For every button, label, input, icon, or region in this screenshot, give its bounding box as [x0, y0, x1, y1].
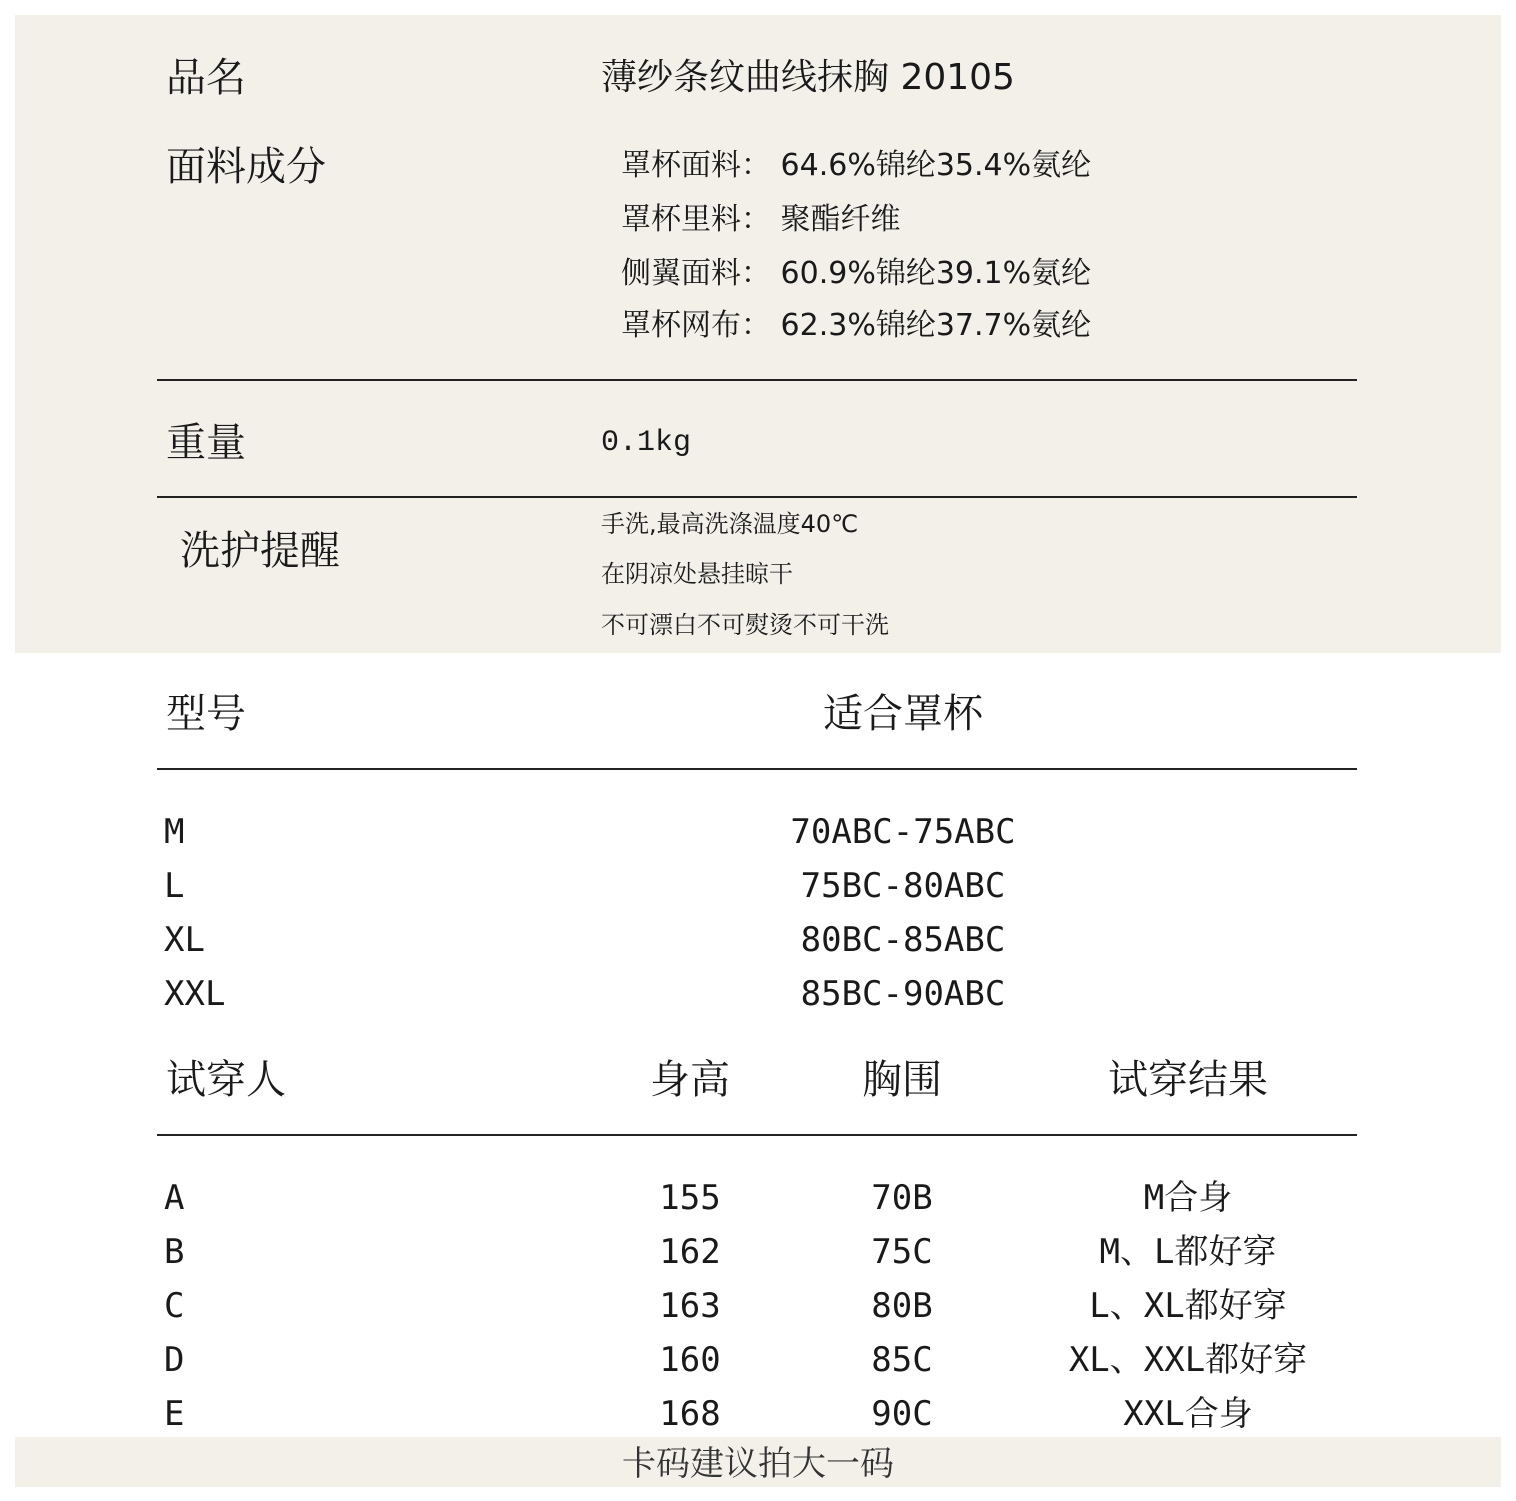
- divider: [157, 379, 1357, 381]
- care-label: 洗护提醒: [180, 528, 340, 574]
- fabric-label: 面料成分: [166, 144, 326, 190]
- fabric-item: 罩杯面料： 64.6%锦纶35.4%氨纶: [621, 148, 1092, 183]
- footer-note: 卡码建议拍大一码: [622, 1444, 894, 1484]
- bust-cell: 85C: [871, 1340, 933, 1380]
- person-cell: B: [164, 1232, 185, 1272]
- height-cell: 168: [659, 1394, 721, 1434]
- cup-cell: 75BC-80ABC: [800, 866, 1006, 906]
- person-cell: E: [164, 1394, 185, 1434]
- bust-cell: 70B: [871, 1178, 933, 1218]
- cup-cell: 70ABC-75ABC: [790, 812, 1016, 852]
- bust-cell: 90C: [871, 1394, 933, 1434]
- cup-cell: 85BC-90ABC: [800, 974, 1006, 1014]
- care-item: 不可漂白不可熨烫不可干洗: [601, 611, 889, 639]
- result-cell: M合身: [1143, 1178, 1233, 1218]
- size-cell: L: [164, 866, 185, 906]
- person-cell: A: [164, 1178, 185, 1218]
- result-cell: M、L都好穿: [1099, 1232, 1277, 1272]
- height-cell: 162: [659, 1232, 721, 1272]
- person-header: 试穿人: [166, 1057, 286, 1103]
- size-cell: XXL: [164, 974, 226, 1014]
- care-item: 手洗,最高洗涤温度40℃: [601, 510, 859, 538]
- result-cell: XXL合身: [1123, 1394, 1253, 1434]
- height-cell: 163: [659, 1286, 721, 1326]
- divider: [157, 496, 1357, 498]
- fabric-item: 罩杯里料： 聚酯纤维: [621, 202, 901, 237]
- bust-header: 胸围: [862, 1057, 942, 1103]
- result-cell: L、XL都好穿: [1089, 1286, 1287, 1326]
- divider: [157, 1134, 1357, 1136]
- result-header: 试穿结果: [1108, 1057, 1268, 1103]
- person-cell: D: [164, 1340, 185, 1380]
- divider: [157, 768, 1357, 770]
- size-cell: XL: [164, 920, 205, 960]
- person-cell: C: [164, 1286, 185, 1326]
- fabric-item: 罩杯网布： 62.3%锦纶37.7%氨纶: [621, 308, 1092, 343]
- bust-cell: 75C: [871, 1232, 933, 1272]
- weight-label: 重量: [166, 420, 246, 466]
- size-header: 型号: [166, 691, 246, 737]
- height-cell: 155: [659, 1178, 721, 1218]
- fabric-item: 侧翼面料： 60.9%锦纶39.1%氨纶: [621, 256, 1092, 291]
- result-cell: XL、XXL都好穿: [1068, 1340, 1308, 1380]
- care-item: 在阴凉处悬挂晾干: [601, 560, 793, 588]
- size-cell: M: [164, 812, 185, 852]
- cup-cell: 80BC-85ABC: [800, 920, 1006, 960]
- name-value: 薄纱条纹曲线抹胸 20105: [601, 57, 1015, 98]
- cup-header: 适合罩杯: [823, 691, 983, 737]
- weight-value: 0.1kg: [601, 426, 692, 460]
- height-header: 身高: [650, 1057, 730, 1103]
- name-label: 品名: [166, 55, 246, 101]
- height-cell: 160: [659, 1340, 721, 1380]
- bust-cell: 80B: [871, 1286, 933, 1326]
